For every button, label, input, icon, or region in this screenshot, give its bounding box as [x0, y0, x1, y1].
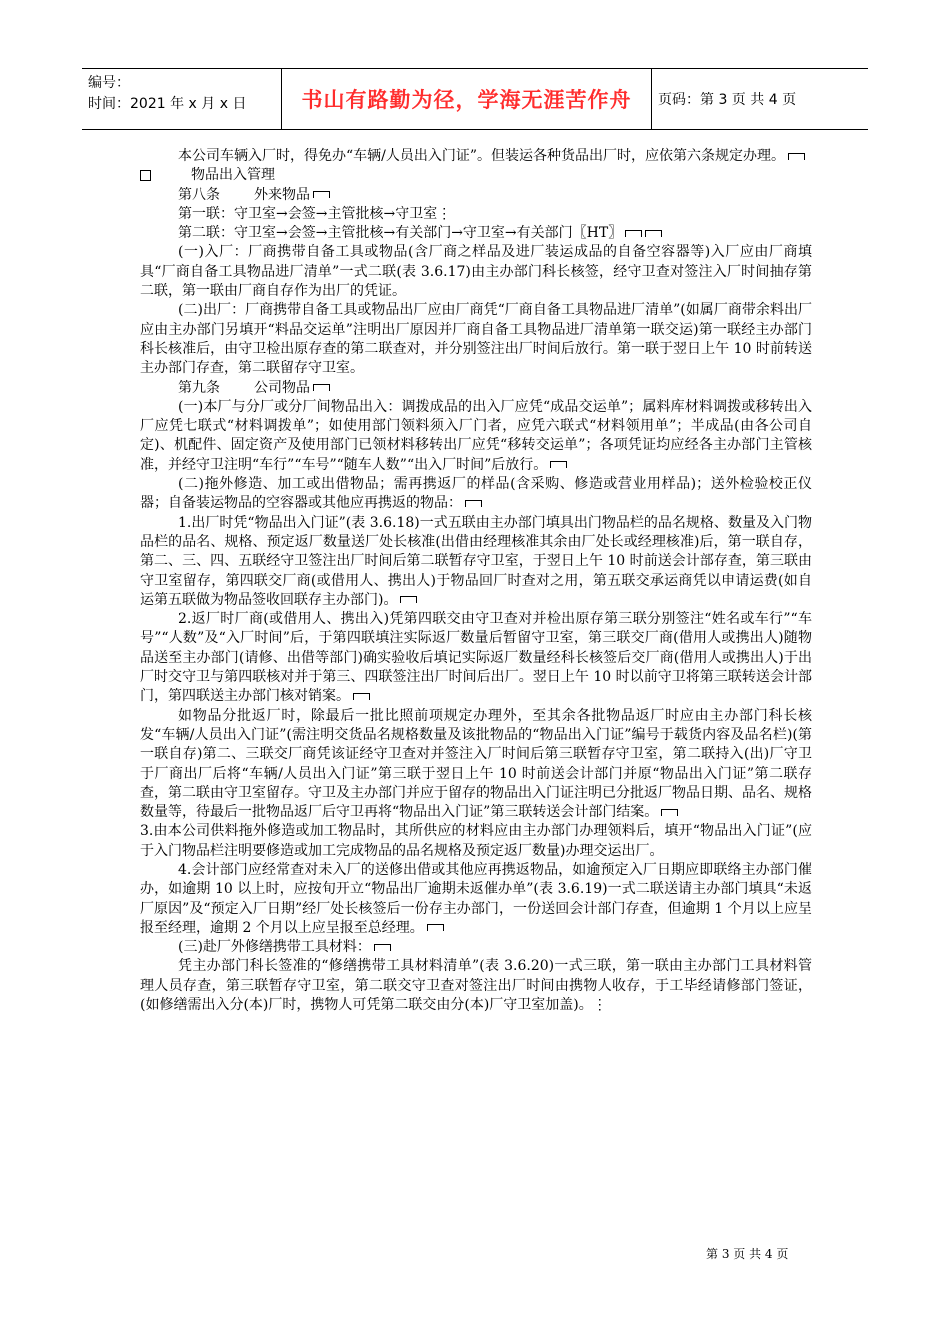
paragraph-mark-icon — [465, 500, 482, 507]
header-motto: 书山有路勤为径，学海无涯苦作舟 — [282, 69, 652, 129]
article-heading: 第八条 外来物品 — [140, 186, 812, 205]
flow-line: 第二联：守卫室→会签→主管批核→有关部门→守卫室→有关部门〖HT〗 — [140, 224, 812, 243]
paragraph-mark-icon — [550, 461, 567, 468]
paragraph: (二)拖外修造、加工或出借物品；需再携返厂的样品(含采购、修造或营业用样品)；送外检验校正仪器；自备装运物品的空容器或其他应再携返的物品： — [140, 476, 812, 512]
paragraph-mark-icon — [353, 693, 370, 700]
paragraph: 本公司车辆入厂时，得免办“车辆/人员出入门证”。但装运各种货品出厂时，应依第六条规定办理。 — [140, 147, 812, 166]
paragraph: 凭主办部门科长签准的“修缮携带工具材料清单”(表 3.6.20)一式三联，第一联由主办部门工具材料管理人员存查，第三联暂存守卫室，第二联交守卫查对签注出厂时间由携物人收存，于工毕经请修部门签证，(如修缮需出入分(本)厂时，携物人可凭第二联交由分(本)厂守卫室加盖)。⋮ — [140, 958, 812, 1014]
flow-line: 第一联：守卫室→会签→主管批核→守卫室⋮ — [178, 205, 452, 222]
checkbox-square-icon — [140, 170, 151, 181]
article-heading: 第九条 公司物品 — [140, 379, 812, 398]
section-heading: 物品出入管理 — [140, 166, 812, 185]
page-header — [82, 68, 868, 130]
paragraph: 3.由本公司供料拖外修造或加工物品时，其所供应的材料应由主办部门办理领料后，填开“物品出入门证”(应于入门物品栏注明要修造或加工完成物品的品名规格及预定返厂数量)办理交运出厂。 — [140, 823, 812, 859]
paragraph-mark-icon — [427, 924, 444, 931]
paragraph-mark-icon — [788, 153, 805, 160]
paragraph-mark-icon — [313, 384, 330, 391]
page-footer: 第 3 页 共 4 页 — [706, 1247, 789, 1261]
header-meta — [82, 69, 282, 129]
document-time-label: 时间：2021 年 x 月 x 日 — [88, 96, 247, 112]
paragraph-mark-icon — [313, 191, 330, 198]
paragraph: 4.会计部门应经常查对未入厂的送修出借或其他应再携返物品，如逾预定入厂日期应即联络主办部门催办，如逾期 10 以上时，应按旬开立“物品出厂逾期未返催办单”(表 3.6.19)一式二联送请主办部门填具“未返厂原因”及“预定入厂日期”经厂处长核签后一份存主办部门，一份送回会计部门存查，但逾期 1 个月以上应呈报至经理，逾期 2 个月以上应呈报至总经理。 — [140, 861, 812, 936]
paragraph-mark-icon — [374, 944, 391, 951]
paragraph-mark-icon — [400, 596, 417, 603]
paragraph: 2.返厂时厂商(或借用人、携出入)凭第四联交由守卫查对并检出原存第三联分别签注“姓名或车行”“车号”“人数”及“入厂时间”后，于第四联填注实际返厂数量后暂留守卫室，第三联交厂商(借用人或携出人)随物品送至主办部门(请修、出借等部门)确实验收后填记实际返厂数量经科长核签后交厂商(借用人或携出人)于出厂时交守卫与第四联核对并于第三、四联签注出厂时间后出厂。翌日上午 10 时以前守卫将第三联转送会计部门，第四联送主办部门核对销案。 — [140, 611, 812, 705]
document-number-label: 编号： — [88, 75, 130, 91]
paragraph: (二)出厂：厂商携带自备工具或物品出厂应由厂商凭“厂商自备工具物品进厂清单”(如属厂商带余料出厂应由主办部门另填开“料品交运单”注明出厂原因并厂商自备工具物品进厂清单第一联交运)第一联经主办部门科长核准后，由守卫检出原存查的第二联查对，并分别签注出厂时间后放行。第一联于翌日上午 10 时前转送主办部门存查，第二联留存守卫室。 — [140, 302, 812, 377]
paragraph: 如物品分批返厂时，除最后一批比照前项规定办理外，至其余各批物品返厂时应由主办部门科长核发“车辆/人员出入门证”(需注明交货品名规格数量及该批物品的“物品出入门证”编号于载货内容及品名栏)(第一联自存)第二、三联交厂商凭该证经守卫查对并签注入厂时间后第三联暂存守卫室，第二联持入(出)厂守卫于厂商出厂后将“车辆/人员出入门证”第三联于翌日上午 10 时前送会计部门并原“物品出入门证”第二联存查，第二联由守卫室留存。守卫及主办部门并应于留存的物品出入门证注明已分批返厂物品日期、品名、规格数量等，待最后一批物品返厂后守卫再将“物品出入门证”第三联转送会计部门结案。 — [140, 707, 812, 821]
paragraph: 1.出厂时凭“物品出入门证”(表 3.6.18)一式五联由主办部门填具出门物品栏的品名规格、数量及入门物品栏的品名、规格、预定返厂数量送厂处长核准(出借由经理核准其余由厂处长或经理核准)后，第一联自存，第二、三、四、五联经守卫签注出厂时间后第二联暂存守卫室，于翌日上午 10 时前送会计部存查，第三联由守卫室留存，第四联交厂商(或借用人、携出人)于物品回厂时查对之用，第五联交承运商凭以申请运费(如自运第五联做为物品签收回联存主办部门)。 — [140, 514, 812, 608]
paragraph-mark-icon — [661, 809, 678, 816]
paragraph-mark-icon — [645, 230, 662, 237]
paragraph: (一)本厂与分厂或分厂间物品出入：调拨成品的出入厂应凭“成品交运单”；属料库材料调拨或移转出入厂应凭七联式“材料调拨单”；如使用部门领料须入厂门者，应凭六联式“材料领用单”；半成品(由各公司自定)、机配件、固定资产及使用部门已领材料移转出厂应凭“移转交运单”；各项凭证均应经各主办部门主管核准，并经守卫注明“车行”“车号”“随车人数”“出入厂时间”后放行。 — [140, 398, 812, 473]
paragraph: (一)入厂：厂商携带自备工具或物品(含厂商之样品及进厂装运成品的自备空容器等)入厂应由厂商填具“厂商自备工具物品进厂清单”一式二联(表 3.6.17)由主办部门科长核签，经守卫查对签注入厂时间抽存第二联，第一联由厂商自存作为出厂的凭证。 — [140, 244, 812, 300]
header-page-label: 页码：第 3 页 共 4 页 — [658, 92, 797, 108]
paragraph-mark-icon — [625, 230, 642, 237]
document-body — [140, 147, 812, 1015]
paragraph: (三)赴厂外修缮携带工具材料： — [140, 938, 812, 957]
